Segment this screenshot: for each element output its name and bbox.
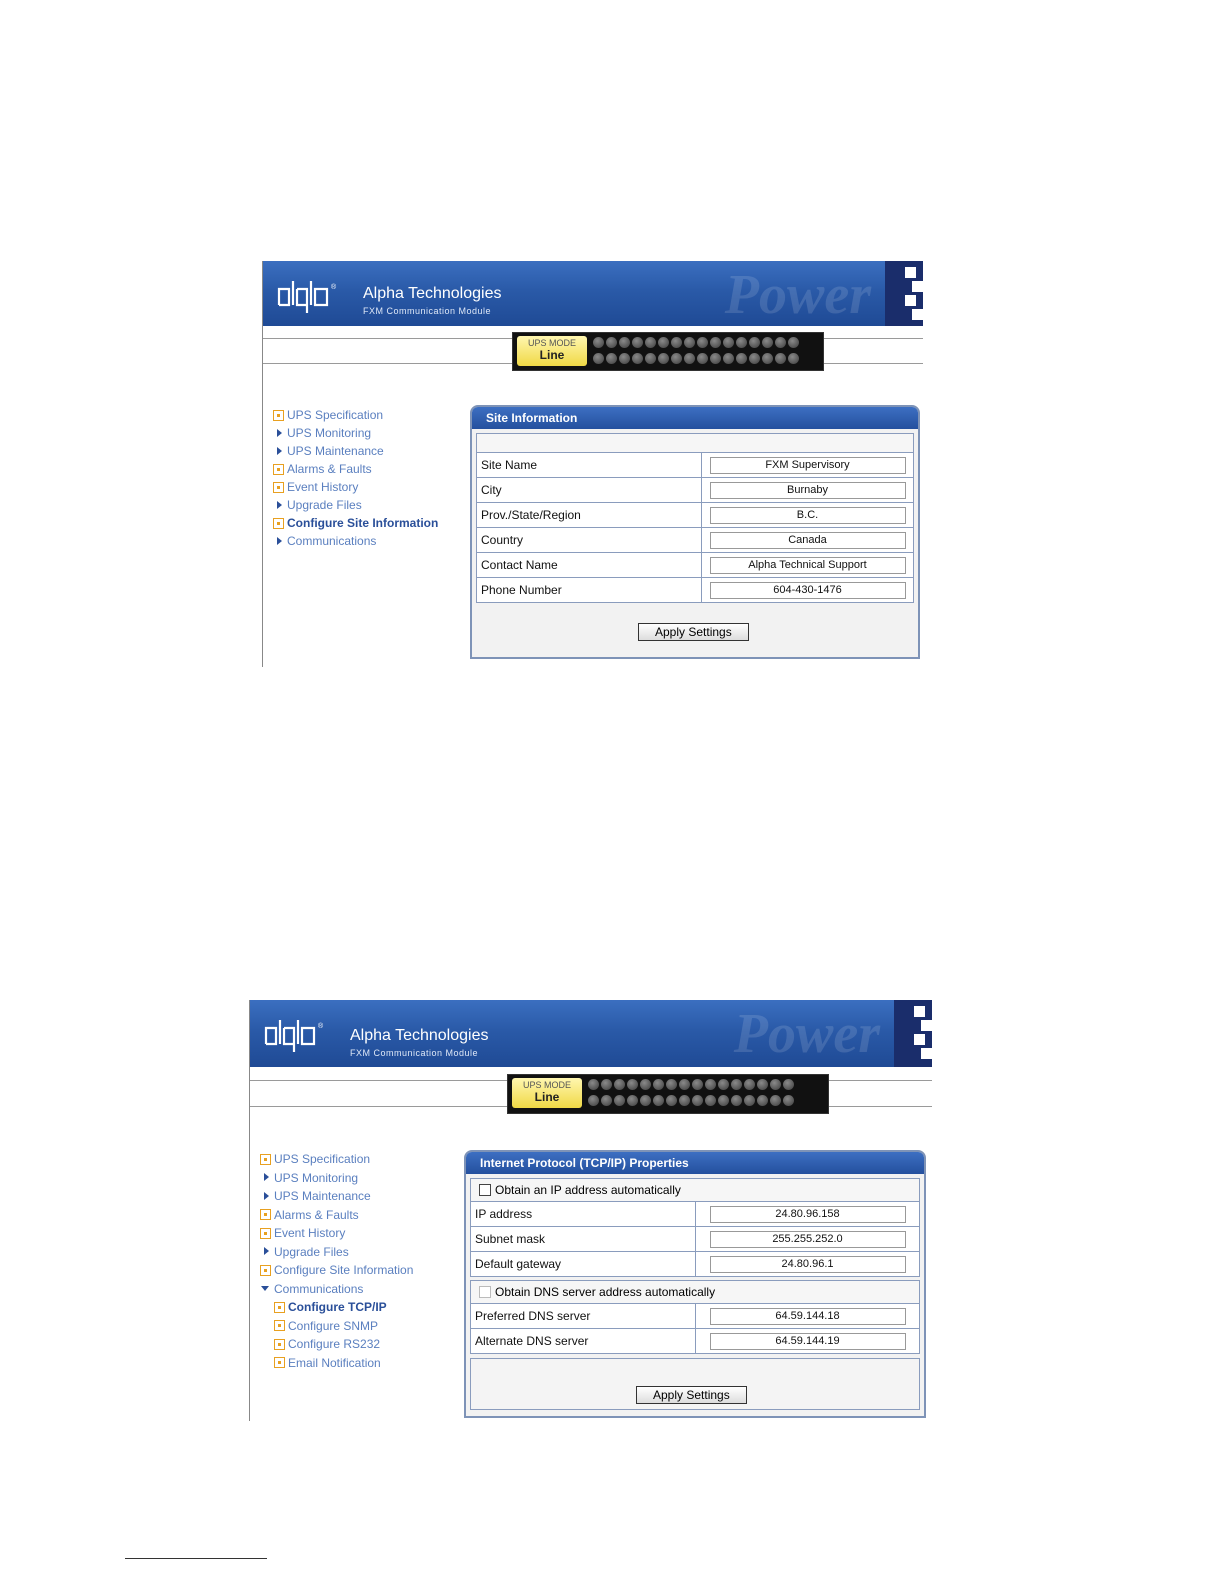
arrow-right-icon bbox=[260, 1172, 271, 1183]
dns-auto-row bbox=[471, 1281, 919, 1304]
nav-item-alarms-faults[interactable] bbox=[260, 1206, 413, 1225]
field-row-country bbox=[477, 528, 913, 553]
alpha-logo-icon bbox=[264, 1014, 334, 1052]
svg-text:®: ® bbox=[318, 1023, 324, 1030]
box-icon bbox=[274, 1339, 285, 1350]
field-label: Default gateway bbox=[471, 1252, 696, 1276]
brand-name: Alpha Technologies bbox=[350, 1027, 489, 1044]
ip-auto-row bbox=[471, 1179, 919, 1202]
nav-item-label: Upgrade Files bbox=[287, 498, 362, 512]
status-led-icon bbox=[679, 1079, 690, 1090]
field-row-subnet-mask bbox=[471, 1227, 919, 1252]
status-led-icon bbox=[762, 337, 773, 348]
status-led-icon bbox=[762, 353, 773, 364]
status-led-icon bbox=[749, 337, 760, 348]
field-row-preferred-dns-server bbox=[471, 1304, 919, 1329]
power-watermark: Power bbox=[724, 264, 871, 326]
brand-subtitle: FXM Communication Module bbox=[363, 306, 492, 316]
nav-item-ups-specification[interactable] bbox=[273, 406, 438, 424]
nav-item-label: Communications bbox=[274, 1281, 364, 1296]
status-led-icon bbox=[723, 353, 734, 364]
status-led-icon bbox=[697, 353, 708, 364]
status-led-icon bbox=[614, 1095, 625, 1106]
ups-mode-value: Line bbox=[539, 348, 565, 362]
led-array bbox=[588, 1079, 794, 1111]
nav-item-ups-maintenance[interactable] bbox=[273, 442, 438, 460]
nav-item-configure-rs232[interactable] bbox=[260, 1335, 413, 1354]
status-led-icon bbox=[601, 1079, 612, 1090]
nav-item-alarms-faults[interactable] bbox=[273, 460, 438, 478]
ip-auto-label: Obtain an IP address automatically bbox=[495, 1183, 681, 1197]
field-label: Phone Number bbox=[477, 578, 702, 602]
status-led-icon bbox=[705, 1079, 716, 1090]
status-led-icon bbox=[736, 353, 747, 364]
field-row-alternate-dns-server bbox=[471, 1329, 919, 1353]
status-led-icon bbox=[627, 1079, 638, 1090]
nav-item-label: Event History bbox=[274, 1226, 346, 1241]
status-led-icon bbox=[606, 337, 617, 348]
nav-item-label: Upgrade Files bbox=[274, 1244, 349, 1259]
tcpip-properties-panel bbox=[464, 1150, 926, 1418]
header-endcap bbox=[894, 1000, 932, 1067]
ups-status-bar bbox=[507, 1074, 829, 1114]
ups-mode-indicator: UPS MODE Line bbox=[517, 336, 587, 366]
status-led-icon bbox=[653, 1095, 664, 1106]
status-led-icon bbox=[666, 1079, 677, 1090]
city-input[interactable] bbox=[710, 482, 906, 499]
status-led-icon bbox=[757, 1079, 768, 1090]
box-icon bbox=[273, 482, 284, 493]
nav-item-label: UPS Maintenance bbox=[287, 444, 384, 458]
status-led-icon bbox=[718, 1079, 729, 1090]
field-row-contact-name bbox=[477, 553, 913, 578]
status-led-icon bbox=[684, 353, 695, 364]
status-led-icon bbox=[671, 353, 682, 364]
field-label: Alternate DNS server bbox=[471, 1329, 696, 1353]
nav-item-label: Email Notification bbox=[288, 1355, 381, 1370]
status-led-icon bbox=[632, 353, 643, 364]
nav-item-communications[interactable] bbox=[273, 532, 438, 550]
brand-subtitle: FXM Communication Module bbox=[350, 1048, 479, 1058]
site-fields-table bbox=[476, 433, 914, 603]
box-icon bbox=[260, 1209, 271, 1220]
field-row-prov-state-region bbox=[477, 503, 913, 528]
box-icon bbox=[260, 1265, 271, 1276]
status-led-icon bbox=[736, 337, 747, 348]
header-banner bbox=[263, 261, 923, 326]
status-led-icon bbox=[645, 337, 656, 348]
nav-item-ups-monitoring[interactable] bbox=[273, 424, 438, 442]
nav-item-label: UPS Specification bbox=[274, 1152, 371, 1167]
status-led-icon bbox=[614, 1079, 625, 1090]
phone-number-input[interactable] bbox=[710, 582, 906, 599]
status-led-icon bbox=[770, 1095, 781, 1106]
box-icon bbox=[260, 1154, 271, 1165]
site-name-input[interactable] bbox=[710, 457, 906, 474]
field-label: Contact Name bbox=[477, 553, 702, 577]
nav-item-ups-specification[interactable] bbox=[260, 1150, 413, 1169]
status-led-icon bbox=[718, 1095, 729, 1106]
side-navigation bbox=[260, 1150, 413, 1372]
field-label: Subnet mask bbox=[471, 1227, 696, 1251]
panel-title: Internet Protocol (TCP/IP) Properties bbox=[466, 1152, 924, 1174]
status-led-icon bbox=[710, 337, 721, 348]
box-icon bbox=[274, 1302, 285, 1313]
field-label: Prov./State/Region bbox=[477, 503, 702, 527]
country-input[interactable] bbox=[710, 532, 906, 549]
alpha-logo-icon bbox=[277, 275, 347, 313]
status-led-icon bbox=[692, 1095, 703, 1106]
status-led-icon bbox=[606, 353, 617, 364]
panel-title: Site Information bbox=[472, 407, 918, 429]
nav-item-label: UPS Monitoring bbox=[287, 426, 372, 440]
status-led-icon bbox=[783, 1079, 794, 1090]
status-led-icon bbox=[731, 1079, 742, 1090]
tcpip-properties-screenshot bbox=[249, 1000, 932, 1421]
status-led-icon bbox=[775, 337, 786, 348]
nav-item-label: Configure Site Information bbox=[287, 516, 439, 530]
status-led-icon bbox=[788, 353, 799, 364]
nav-item-event-history[interactable] bbox=[273, 478, 438, 496]
nav-item-label: Configure SNMP bbox=[288, 1318, 379, 1333]
field-row-site-name bbox=[477, 453, 913, 478]
field-row-city bbox=[477, 478, 913, 503]
nav-item-communications[interactable] bbox=[260, 1280, 413, 1299]
field-label: Country bbox=[477, 528, 702, 552]
status-led-icon bbox=[684, 337, 695, 348]
nav-item-label: Alarms & Faults bbox=[274, 1207, 359, 1222]
status-led-icon bbox=[671, 337, 682, 348]
nav-item-upgrade-files[interactable] bbox=[260, 1243, 413, 1262]
nav-item-configure-site-information[interactable] bbox=[260, 1261, 413, 1280]
status-led-icon bbox=[632, 337, 643, 348]
field-row-phone-number bbox=[477, 578, 913, 602]
header-endcap bbox=[885, 261, 923, 326]
nav-item-event-history[interactable] bbox=[260, 1224, 413, 1243]
nav-item-label: Configure Site Information bbox=[274, 1263, 414, 1278]
subnet-mask-input[interactable] bbox=[710, 1231, 906, 1248]
ip-address-input[interactable] bbox=[710, 1206, 906, 1223]
box-icon bbox=[260, 1228, 271, 1239]
status-led-icon bbox=[744, 1079, 755, 1090]
nav-item-configure-snmp[interactable] bbox=[260, 1317, 413, 1336]
status-led-icon bbox=[679, 1095, 690, 1106]
status-led-icon bbox=[705, 1095, 716, 1106]
status-led-icon bbox=[640, 1079, 651, 1090]
nav-item-upgrade-files[interactable] bbox=[273, 496, 438, 514]
nav-item-label: Configure RS232 bbox=[288, 1337, 381, 1352]
default-gateway-input[interactable] bbox=[710, 1256, 906, 1273]
status-led-icon bbox=[658, 353, 669, 364]
status-led-icon bbox=[697, 337, 708, 348]
status-led-icon bbox=[653, 1079, 664, 1090]
status-led-icon bbox=[731, 1095, 742, 1106]
status-led-icon bbox=[645, 353, 656, 364]
contact-name-input[interactable] bbox=[710, 557, 906, 574]
status-led-icon bbox=[601, 1095, 612, 1106]
ups-mode-indicator: UPS MODE Line bbox=[512, 1078, 582, 1108]
status-led-icon bbox=[770, 1079, 781, 1090]
nav-item-label: UPS Monitoring bbox=[274, 1170, 359, 1185]
status-led-icon bbox=[783, 1095, 794, 1106]
header-banner bbox=[250, 1000, 932, 1067]
status-led-icon bbox=[627, 1095, 638, 1106]
dns-settings-table bbox=[470, 1280, 920, 1354]
box-icon bbox=[273, 464, 284, 475]
status-led-icon bbox=[619, 353, 630, 364]
status-led-icon bbox=[757, 1095, 768, 1106]
box-icon bbox=[274, 1357, 285, 1368]
arrow-right-icon bbox=[273, 428, 284, 439]
alternate-dns-server-input[interactable] bbox=[710, 1333, 906, 1350]
status-led-icon bbox=[775, 353, 786, 364]
power-watermark: Power bbox=[733, 1003, 880, 1065]
field-label: IP address bbox=[471, 1202, 696, 1226]
status-led-icon bbox=[666, 1095, 677, 1106]
arrow-right-icon bbox=[273, 446, 284, 457]
svg-text:®: ® bbox=[331, 284, 337, 291]
nav-item-label: Configure TCP/IP bbox=[288, 1300, 387, 1315]
status-led-icon bbox=[640, 1095, 651, 1106]
field-row-ip-address bbox=[471, 1202, 919, 1227]
site-information-panel bbox=[470, 405, 920, 659]
brand-name: Alpha Technologies bbox=[363, 285, 502, 302]
arrow-right-icon bbox=[273, 536, 284, 547]
site-information-screenshot bbox=[262, 261, 923, 667]
table-header-row bbox=[477, 434, 913, 453]
status-led-icon bbox=[744, 1095, 755, 1106]
status-led-icon bbox=[658, 337, 669, 348]
apply-settings-button[interactable]: Apply Settings bbox=[638, 623, 749, 641]
nav-item-label: Communications bbox=[287, 534, 377, 548]
box-icon bbox=[274, 1320, 285, 1331]
status-led-icon bbox=[593, 353, 604, 364]
ip-settings-table bbox=[470, 1178, 920, 1277]
ups-status-bar bbox=[512, 332, 824, 371]
dns-auto-checkbox[interactable] bbox=[479, 1286, 491, 1298]
box-icon bbox=[273, 518, 284, 529]
nav-item-label: Event History bbox=[287, 480, 359, 494]
nav-item-ups-maintenance[interactable] bbox=[260, 1187, 413, 1206]
arrow-right-icon bbox=[273, 500, 284, 511]
field-label: Site Name bbox=[477, 453, 702, 477]
preferred-dns-server-input[interactable] bbox=[710, 1308, 906, 1325]
nav-item-configure-site-information[interactable] bbox=[273, 514, 438, 532]
arrow-down-icon bbox=[260, 1283, 271, 1294]
ups-mode-value: Line bbox=[534, 1090, 560, 1104]
side-navigation bbox=[273, 406, 438, 550]
nav-item-ups-monitoring[interactable] bbox=[260, 1169, 413, 1188]
nav-item-label: UPS Maintenance bbox=[274, 1189, 371, 1204]
status-led-icon bbox=[593, 337, 604, 348]
nav-item-email-notification[interactable] bbox=[260, 1354, 413, 1373]
prov-state-region-input[interactable] bbox=[710, 507, 906, 524]
status-led-icon bbox=[723, 337, 734, 348]
status-led-icon bbox=[749, 353, 760, 364]
led-array bbox=[593, 337, 799, 369]
apply-settings-button[interactable]: Apply Settings bbox=[636, 1386, 747, 1404]
status-led-icon bbox=[692, 1079, 703, 1090]
field-label: City bbox=[477, 478, 702, 502]
status-led-icon bbox=[710, 353, 721, 364]
status-led-icon bbox=[588, 1079, 599, 1090]
ip-auto-checkbox[interactable] bbox=[479, 1184, 491, 1196]
status-led-icon bbox=[588, 1095, 599, 1106]
dns-auto-label: Obtain DNS server address automatically bbox=[495, 1285, 716, 1299]
footnote-rule bbox=[125, 1558, 267, 1559]
status-led-icon bbox=[788, 337, 799, 348]
nav-item-label: Alarms & Faults bbox=[287, 462, 372, 476]
field-row-default-gateway bbox=[471, 1252, 919, 1276]
nav-item-configure-tcp-ip[interactable] bbox=[260, 1298, 413, 1317]
nav-item-label: UPS Specification bbox=[287, 408, 384, 422]
arrow-right-icon bbox=[260, 1246, 271, 1257]
box-icon bbox=[273, 410, 284, 421]
status-led-icon bbox=[619, 337, 630, 348]
field-label: Preferred DNS server bbox=[471, 1304, 696, 1328]
arrow-right-icon bbox=[260, 1191, 271, 1202]
